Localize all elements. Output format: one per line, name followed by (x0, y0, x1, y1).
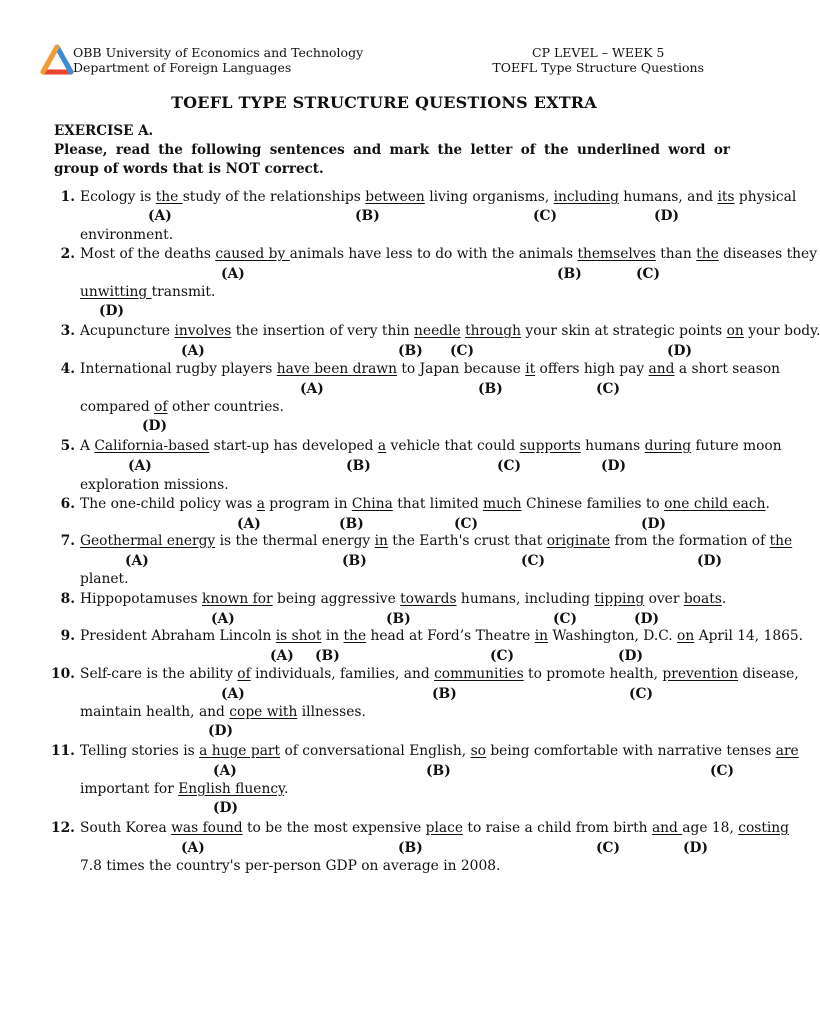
option-letter-c: (C) (553, 611, 578, 627)
underlined-option: Geothermal energy (80, 533, 216, 549)
underlined-option: are (775, 743, 799, 759)
option-letter-a: (A) (221, 686, 245, 702)
underlined-option: caused by (215, 246, 290, 262)
question-text: The one-child policy was a program in China that limited much Chinese families to one child each. (80, 496, 770, 512)
question-number: 10. (50, 666, 75, 682)
option-letter-a: (A) (128, 458, 152, 474)
underlined-option: known for (202, 591, 273, 607)
underlined-option: it (525, 361, 536, 377)
question-number: 1. (60, 189, 75, 205)
underlined-option: is shot (275, 628, 322, 644)
page-title: TOEFL TYPE STRUCTURE QUESTIONS EXTRA (171, 93, 597, 112)
question-text: International rugby players have been drawn to Japan because it offers high pay and a short season (80, 361, 781, 377)
underlined-option: themselves (577, 246, 656, 262)
underlined-option: on (677, 628, 695, 644)
underlined-option: tipping (594, 591, 645, 607)
option-letter-c: (C) (521, 553, 546, 569)
question-number: 4. (60, 361, 75, 377)
underlined-option: in (534, 628, 549, 644)
option-letter-c: (C) (454, 516, 479, 532)
option-letter-b: (B) (342, 553, 367, 569)
option-letter-a: (A) (211, 611, 235, 627)
option-letter-a: (A) (300, 381, 324, 397)
option-letter-a: (A) (148, 208, 172, 224)
option-letter-c: (C) (710, 763, 735, 779)
underlined-option: of (154, 399, 168, 415)
option-letter-b: (B) (478, 381, 503, 397)
option-letter-d: (D) (99, 303, 125, 319)
option-letter-b: (B) (386, 611, 411, 627)
header-institution-block (73, 45, 363, 75)
underlined-option: and (648, 361, 675, 377)
question-continuation: maintain health, and cope with illnesses. (80, 704, 366, 720)
underlined-option: a (377, 438, 387, 454)
question-text: Ecology is the study of the relationships between living organisms, including humans, and its physical (80, 189, 797, 205)
option-letter-d: (D) (697, 553, 723, 569)
option-letter-d: (D) (634, 611, 660, 627)
option-letter-c: (C) (596, 381, 621, 397)
option-letter-a: (A) (237, 516, 261, 532)
question-number: 5. (60, 438, 75, 454)
question-text: Hippopotamuses known for being aggressive towards humans, including tipping over boats. (80, 591, 727, 607)
option-letter-c: (C) (596, 840, 621, 856)
header-course-block (492, 45, 704, 75)
question-continuation: unwitting transmit. (80, 284, 216, 300)
question-number: 7. (60, 533, 75, 549)
underlined-option: unwitting (80, 284, 152, 300)
question-text: South Korea was found to be the most expensive place to raise a child from birth and age 18, costing (80, 820, 790, 836)
underlined-option: and (651, 820, 683, 836)
question-text: Acupuncture involves the insertion of very thin needle through your skin at strategic points on your body. (80, 323, 820, 339)
underlined-option: during (644, 438, 692, 454)
underlined-option: the (155, 189, 183, 205)
option-letter-a: (A) (213, 763, 237, 779)
question-text: Geothermal energy is the thermal energy in the Earth's crust that originate from the formation of the (80, 533, 793, 549)
underlined-option: English fluency (178, 781, 285, 797)
underlined-option: prevention (662, 666, 738, 682)
question-text: A California-based start-up has developed a vehicle that could supports humans during future moon (80, 438, 782, 454)
option-letter-b: (B) (557, 266, 582, 282)
option-letter-a: (A) (125, 553, 149, 569)
underlined-option: China (351, 496, 393, 512)
option-letter-b: (B) (346, 458, 371, 474)
question-number: 9. (60, 628, 75, 644)
option-letter-d: (D) (213, 800, 239, 816)
option-letter-c: (C) (450, 343, 475, 359)
option-letter-d: (D) (654, 208, 680, 224)
option-letter-b: (B) (398, 840, 423, 856)
option-letter-b: (B) (398, 343, 423, 359)
option-letter-d: (D) (618, 648, 644, 664)
question-text: Telling stories is a huge part of conversational English, so being comfortable with narrative tenses are (80, 743, 799, 759)
underlined-option: costing (738, 820, 790, 836)
institution-name: OBB University of Economics and Technology (73, 45, 364, 60)
option-letter-c: (C) (636, 266, 661, 282)
option-letter-a: (A) (221, 266, 245, 282)
option-letter-c: (C) (490, 648, 515, 664)
underlined-option: involves (174, 323, 232, 339)
question-number: 3. (60, 323, 75, 339)
option-letter-d: (D) (667, 343, 693, 359)
underlined-option: including (553, 189, 619, 205)
underlined-option: of (237, 666, 251, 682)
question-number: 11. (50, 743, 75, 759)
option-letter-a: (A) (270, 648, 294, 664)
option-letter-b: (B) (432, 686, 457, 702)
underlined-option: one child each (664, 496, 766, 512)
option-letter-d: (D) (601, 458, 627, 474)
underlined-option: supports (519, 438, 581, 454)
underlined-option: on (726, 323, 744, 339)
underlined-option: the (343, 628, 367, 644)
underlined-option: a huge part (199, 743, 281, 759)
option-letter-d: (D) (683, 840, 709, 856)
question-text: President Abraham Lincoln is shot in the head at Ford’s Theatre in Washington, D.C. on April 14, 1865. (80, 628, 804, 644)
option-letter-b: (B) (339, 516, 364, 532)
question-continuation: environment. (80, 227, 174, 243)
question-continuation: planet. (80, 571, 129, 587)
underlined-option: boats (683, 591, 722, 607)
question-number: 6. (60, 496, 75, 512)
underlined-option: place (425, 820, 464, 836)
option-letter-b: (B) (355, 208, 380, 224)
underlined-option: the (769, 533, 793, 549)
university-logo (40, 45, 74, 79)
question-text: Self-care is the ability of individuals, families, and communities to promote health, prevention disease, (80, 666, 799, 682)
underlined-option: between (365, 189, 425, 205)
option-letter-c: (C) (629, 686, 654, 702)
option-letter-d: (D) (208, 723, 234, 739)
department-name: Department of Foreign Languages (73, 60, 292, 75)
course-subject: TOEFL Type Structure Questions (492, 60, 704, 75)
underlined-option: towards (400, 591, 457, 607)
question-number: 12. (50, 820, 75, 836)
underlined-option: a (256, 496, 265, 512)
option-letter-d: (D) (641, 516, 667, 532)
course-level: CP LEVEL – WEEK 5 (532, 45, 665, 60)
underlined-option: have been drawn (276, 361, 397, 377)
underlined-option: California-based (94, 438, 210, 454)
option-letter-c: (C) (497, 458, 522, 474)
option-letter-b: (B) (426, 763, 451, 779)
option-letter-a: (A) (181, 840, 205, 856)
underlined-option: so (470, 743, 486, 759)
underlined-option: the (696, 246, 719, 262)
underlined-option: much (483, 496, 522, 512)
option-letter-c: (C) (533, 208, 558, 224)
question-number: 8. (60, 591, 75, 607)
option-letter-a: (A) (181, 343, 205, 359)
option-letter-b: (B) (315, 648, 340, 664)
underlined-option: was found (171, 820, 243, 836)
question-continuation: important for English fluency. (80, 781, 289, 797)
option-letter-d: (D) (142, 418, 168, 434)
question-text: Most of the deaths caused by animals have less to do with the animals themselves than the diseases they (80, 246, 817, 262)
underlined-option: in (374, 533, 388, 549)
underlined-option: cope with (229, 704, 298, 720)
question-continuation: compared of other countries. (80, 399, 284, 415)
exercise-label: EXERCISE A. (54, 123, 154, 139)
underlined-option: through (465, 323, 522, 339)
underlined-option: its (717, 189, 735, 205)
question-number: 2. (60, 246, 75, 262)
underlined-option: needle (414, 323, 461, 339)
instructions: Please, read the following sentences and mark the letter of the underlined word or group of words that is NOT correct. (54, 142, 730, 177)
underlined-option: originate (546, 533, 611, 549)
question-continuation: exploration missions. (80, 477, 229, 493)
underlined-option: communities (434, 666, 524, 682)
question-continuation: 7.8 times the country's per-person GDP on average in 2008. (80, 858, 501, 874)
